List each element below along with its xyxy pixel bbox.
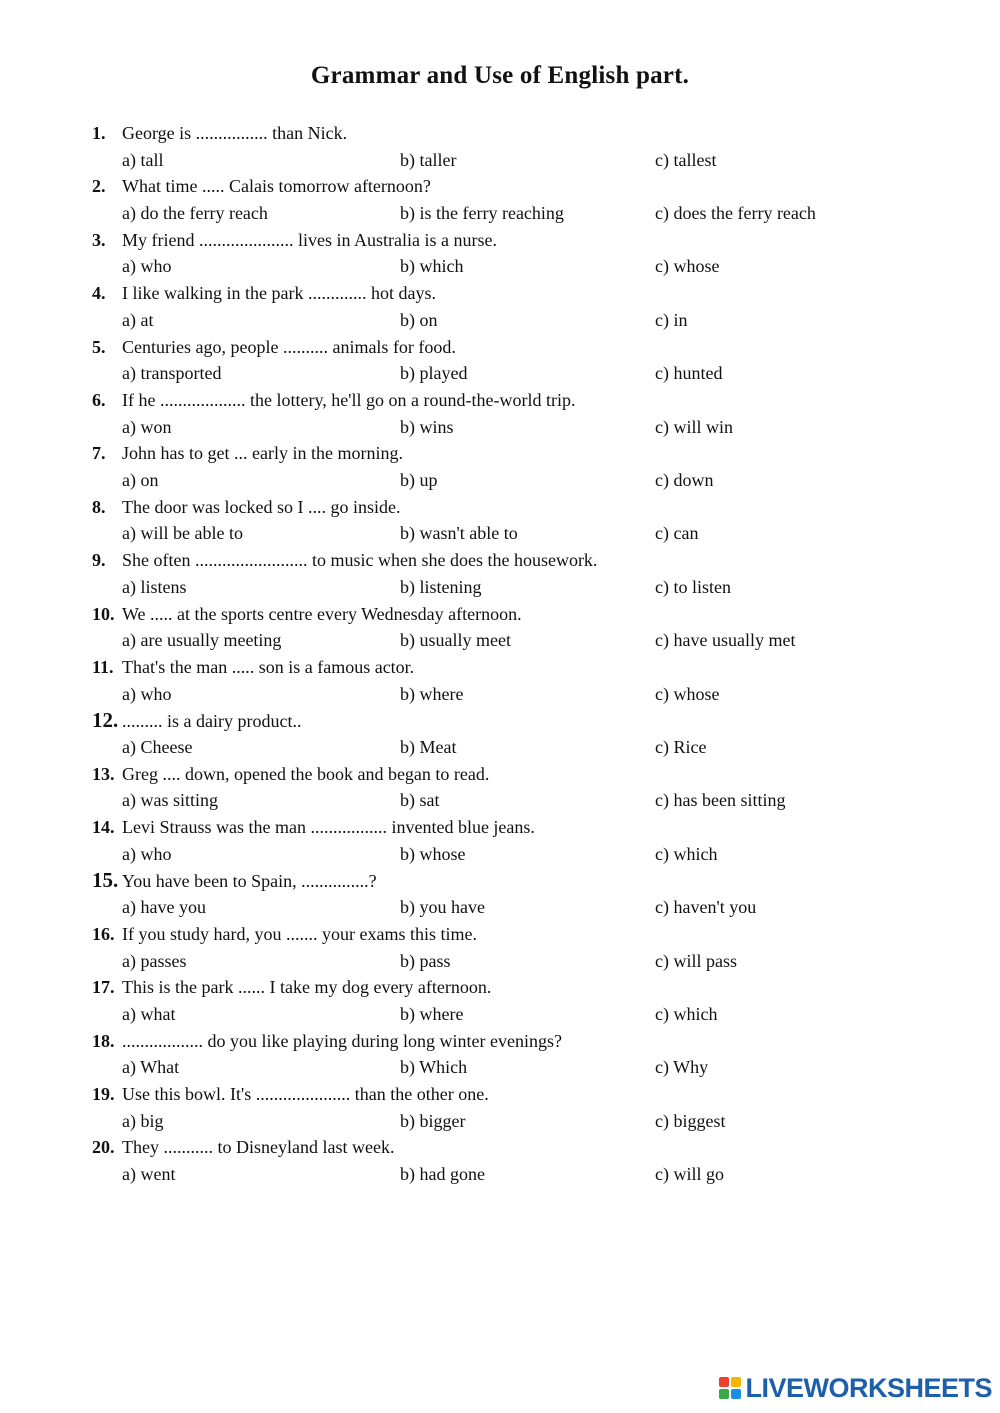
option-c[interactable]: c) in (655, 309, 688, 330)
question-line (92, 814, 952, 841)
question-number: 4. (92, 283, 106, 304)
option-b[interactable]: b) wins (400, 416, 454, 437)
question-list (92, 120, 952, 1188)
logo-square-green (719, 1389, 729, 1399)
option-b[interactable]: b) whose (400, 843, 466, 864)
option-b[interactable]: b) which (400, 256, 464, 277)
question-text: Centuries ago, people .......... animals for food. (122, 336, 456, 357)
answer-options (92, 467, 952, 494)
question-number: 19. (92, 1084, 115, 1105)
answer-options (92, 787, 952, 814)
question-item (92, 974, 952, 1027)
question-line (92, 654, 952, 681)
question-number: 17. (92, 977, 115, 998)
answer-options (92, 841, 952, 868)
question-text: That's the man ..... son is a famous actor. (122, 656, 415, 677)
question-number: 8. (92, 496, 106, 517)
question-text: John has to get ... early in the morning. (122, 443, 403, 464)
question-number: 18. (92, 1030, 115, 1051)
option-b[interactable]: b) where (400, 1003, 464, 1024)
answer-options (92, 574, 952, 601)
question-number: 7. (92, 443, 106, 464)
option-c[interactable]: c) to listen (655, 576, 731, 597)
question-text: This is the park ...... I take my dog every afternoon. (122, 977, 492, 998)
answer-options (92, 1108, 952, 1135)
option-a[interactable]: a) who (122, 843, 172, 864)
option-b[interactable]: b) wasn't able to (400, 523, 518, 544)
option-b[interactable]: b) listening (400, 576, 482, 597)
question-text: Greg .... down, opened the book and began to read. (122, 763, 490, 784)
option-c[interactable]: c) Why (655, 1057, 709, 1078)
option-a[interactable]: a) will be able to (122, 523, 243, 544)
question-item (92, 1134, 952, 1187)
question-number: 9. (92, 550, 106, 571)
question-line (92, 280, 952, 307)
answer-options (92, 520, 952, 547)
logo-square-yellow (731, 1377, 741, 1387)
question-item (92, 707, 952, 760)
option-b[interactable]: b) played (400, 363, 468, 384)
answer-options (92, 360, 952, 387)
option-b[interactable]: b) you have (400, 897, 485, 918)
option-a[interactable]: a) went (122, 1164, 176, 1185)
option-a[interactable]: a) listens (122, 576, 187, 597)
option-b[interactable]: b) bigger (400, 1110, 466, 1131)
option-c[interactable]: c) hunted (655, 363, 723, 384)
answer-options (92, 948, 952, 975)
question-number: 12. (92, 708, 119, 733)
option-c[interactable]: c) haven't you (655, 897, 757, 918)
answer-options (92, 253, 952, 280)
question-number: 6. (92, 389, 106, 410)
option-b[interactable]: b) taller (400, 149, 457, 170)
option-c[interactable]: c) whose (655, 683, 720, 704)
option-c[interactable]: c) whose (655, 256, 720, 277)
option-c[interactable]: c) will pass (655, 950, 737, 971)
question-text: What time ..... Calais tomorrow afternoon? (122, 176, 431, 197)
question-text: We ..... at the sports centre every Wednesday afternoon. (122, 603, 522, 624)
option-b[interactable]: b) usually meet (400, 630, 511, 651)
question-number: 15. (92, 868, 119, 893)
question-item (92, 173, 952, 226)
question-line (92, 440, 952, 467)
question-number: 13. (92, 763, 115, 784)
question-line (92, 227, 952, 254)
question-item (92, 120, 952, 173)
option-a[interactable]: a) at (122, 309, 154, 330)
option-a[interactable]: a) who (122, 256, 172, 277)
option-a[interactable]: a) do the ferry reach (122, 203, 268, 224)
question-text: George is ................ than Nick. (122, 123, 348, 143)
logo-mark-icon (719, 1377, 741, 1399)
answer-options (92, 734, 952, 761)
answer-options (92, 414, 952, 441)
option-a[interactable]: a) transported (122, 363, 222, 384)
question-number: 1. (92, 123, 106, 143)
logo-square-red (719, 1377, 729, 1387)
option-a[interactable]: a) big (122, 1110, 164, 1131)
question-item (92, 494, 952, 547)
question-line (92, 1134, 952, 1161)
question-text: Use this bowl. It's ..................... than the other one. (122, 1084, 489, 1105)
option-b[interactable]: b) pass (400, 950, 451, 971)
option-a[interactable]: a) won (122, 416, 172, 437)
question-text: Levi Strauss was the man ................. invented blue jeans. (122, 817, 535, 838)
option-c[interactable]: c) does the ferry reach (655, 203, 816, 224)
question-number: 11. (92, 656, 114, 677)
question-item (92, 867, 952, 920)
answer-options (92, 307, 952, 334)
option-c[interactable]: c) has been sitting (655, 790, 786, 811)
question-number: 10. (92, 603, 115, 624)
question-line (92, 173, 952, 200)
option-c[interactable]: c) can (655, 523, 699, 544)
option-b[interactable]: b) up (400, 470, 438, 491)
question-item (92, 921, 952, 974)
option-b[interactable]: b) sat (400, 790, 440, 811)
option-c[interactable]: c) biggest (655, 1110, 726, 1131)
question-line (92, 974, 952, 1001)
option-a[interactable]: a) Cheese (122, 736, 193, 757)
answer-options (92, 1161, 952, 1188)
question-item (92, 440, 952, 493)
answer-options (92, 1001, 952, 1028)
logo-text: LIVEWORKSHEETS (745, 1372, 992, 1403)
question-number: 20. (92, 1137, 115, 1158)
question-item (92, 601, 952, 654)
option-b[interactable]: b) on (400, 309, 438, 330)
question-item (92, 814, 952, 867)
question-text: ......... is a dairy product.. (122, 711, 302, 732)
liveworksheets-logo (719, 1373, 992, 1403)
option-a[interactable]: a) passes (122, 950, 187, 971)
option-c[interactable]: c) Rice (655, 736, 707, 757)
option-c[interactable]: c) have usually met (655, 630, 796, 651)
question-text: If he ................... the lottery, he'll go on a round-the-world trip. (122, 389, 576, 410)
option-a[interactable]: a) on (122, 470, 159, 491)
question-number: 3. (92, 229, 106, 250)
option-c[interactable]: c) down (655, 470, 714, 491)
question-number: 16. (92, 923, 115, 944)
option-c[interactable]: c) will win (655, 416, 733, 437)
question-item (92, 547, 952, 600)
question-number: 14. (92, 817, 115, 838)
option-b[interactable]: b) is the ferry reaching (400, 203, 564, 224)
question-line (92, 761, 952, 788)
question-text: The door was locked so I .... go inside. (122, 496, 401, 517)
question-text: They ........... to Disneyland last week. (122, 1137, 395, 1158)
question-text: My friend ..................... lives in Australia is a nurse. (122, 229, 497, 250)
question-number: 5. (92, 336, 106, 357)
option-b[interactable]: b) Which (400, 1057, 468, 1078)
answer-options (92, 627, 952, 654)
answer-options (92, 200, 952, 227)
question-number: 2. (92, 176, 106, 197)
answer-options (92, 894, 952, 921)
answer-options (92, 1054, 952, 1081)
question-item (92, 227, 952, 280)
question-line (92, 921, 952, 948)
option-c[interactable]: c) which (655, 843, 718, 864)
question-text: If you study hard, you ....... your exams this time. (122, 923, 477, 944)
option-a[interactable]: a) What (122, 1057, 180, 1078)
option-b[interactable]: b) where (400, 683, 464, 704)
option-b[interactable]: b) had gone (400, 1164, 485, 1185)
question-line (92, 334, 952, 361)
question-line (92, 1028, 952, 1055)
option-a[interactable]: a) are usually meeting (122, 630, 282, 651)
question-line (92, 387, 952, 414)
question-item (92, 654, 952, 707)
option-b[interactable]: b) Meat (400, 736, 457, 757)
question-line (92, 707, 952, 734)
page-title: Grammar and Use of English part. (310, 62, 690, 89)
option-c[interactable]: c) tallest (655, 149, 717, 170)
question-line (92, 1081, 952, 1108)
question-text: I like walking in the park ............. hot days. (122, 283, 436, 304)
question-line (92, 120, 952, 147)
option-a[interactable]: a) have you (122, 897, 206, 918)
option-c[interactable]: c) which (655, 1003, 718, 1024)
logo-square-blue (731, 1389, 741, 1399)
question-item (92, 334, 952, 387)
question-text: You have been to Spain, ...............? (122, 871, 377, 892)
question-item (92, 280, 952, 333)
question-text: .................. do you like playing during long winter evenings? (122, 1030, 562, 1051)
option-c[interactable]: c) will go (655, 1164, 724, 1185)
question-line (92, 601, 952, 628)
option-a[interactable]: a) who (122, 683, 172, 704)
option-a[interactable]: a) tall (122, 149, 164, 170)
answer-options (92, 147, 952, 174)
option-a[interactable]: a) was sitting (122, 790, 218, 811)
question-line (92, 547, 952, 574)
question-text: She often ......................... to music when she does the housework. (122, 550, 598, 571)
question-item (92, 1028, 952, 1081)
question-item (92, 761, 952, 814)
question-line (92, 867, 952, 894)
option-a[interactable]: a) what (122, 1003, 176, 1024)
answer-options (92, 681, 952, 708)
question-line (92, 494, 952, 521)
question-item (92, 1081, 952, 1134)
question-item (92, 387, 952, 440)
